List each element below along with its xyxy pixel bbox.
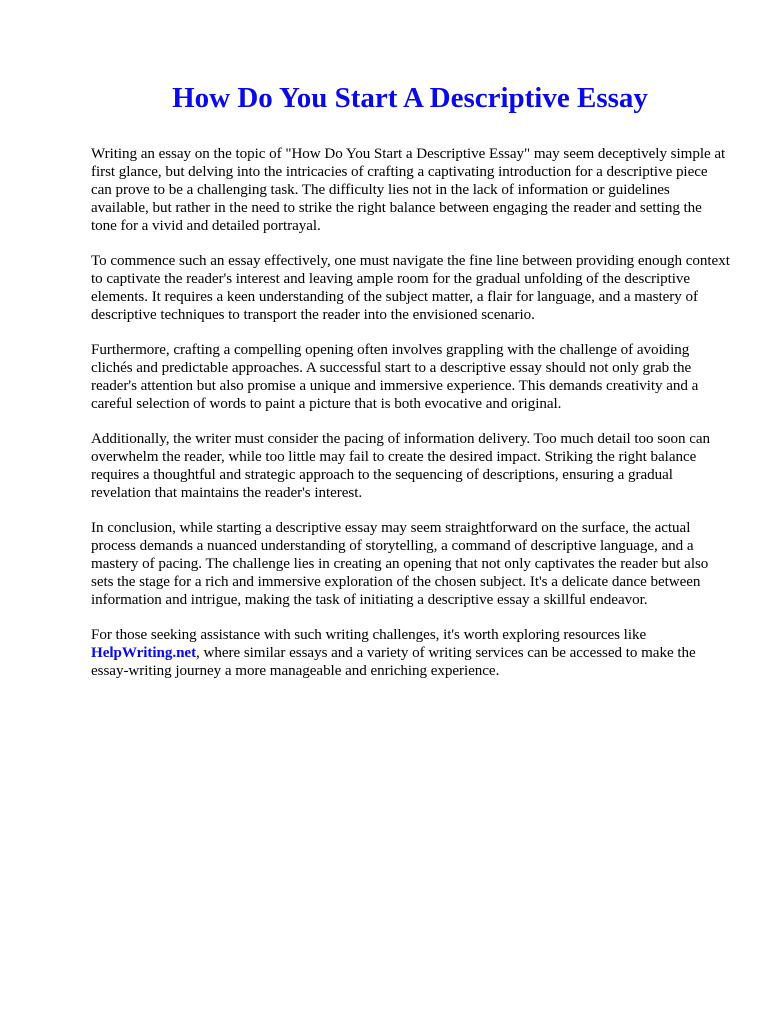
paragraph-1: Writing an essay on the topic of "How Do You Start a Descriptive Essay" may seem deceptively simple at first glance, but delving into the intricacies of crafting a captivating introduction for a descriptive piece can prove to be a challenging task. The difficulty lies not in the lack of information or guidelines available, but rather in the need to strike the right balance between engaging the reader and setting the tone for a vivid and detailed portrayal. xyxy=(91,146,726,234)
document-title: How Do You Start A Descriptive Essay xyxy=(172,82,648,114)
paragraph-4: Additionally, the writer must consider the pacing of information delivery. Too much detail too soon can overwhelm the reader, while too little may fail to create the desired impact. Striking the right balance requires a thoughtful and strategic approach to the sequencing of descriptions, ensuring a gradual revelation that maintains the reader's interest. xyxy=(91,431,711,501)
paragraph-2: To commence such an essay effectively, one must navigate the fine line between providing enough context to captivate the reader's interest and leaving ample room for the gradual unfolding of the descriptive elements. It requires a keen understanding of the subject matter, a flair for language, and a mastery of descriptive techniques to transport the reader into the envisioned scenario. xyxy=(91,253,730,323)
paragraph-6-text-after-link: , where similar essays and a variety of writing services can be accessed to make the essay-writing journey a more manageable and enriching experience. xyxy=(91,645,696,679)
paragraph-3: Furthermore, crafting a compelling opening often involves grappling with the challenge of avoiding clichés and predictable approaches. A successful start to a descriptive essay should not only grab the reader's attention but also promise a unique and immersive experience. This demands creativity and a careful selection of words to paint a picture that is both evocative and original. xyxy=(91,342,699,412)
document-body xyxy=(91,145,731,697)
paragraph-5: In conclusion, while starting a descriptive essay may seem straightforward on the surface, the actual process demands a nuanced understanding of storytelling, a command of descriptive language, and a mastery of pacing. The challenge lies in creating an opening that not only captivates the reader but also sets the stage for a rich and immersive exploration of the chosen subject. It's a delicate dance between information and intrigue, making the task of initiating a descriptive essay a skillful endeavor. xyxy=(91,520,709,608)
helpwriting-link[interactable]: HelpWriting.net xyxy=(91,645,197,661)
paragraph-6-text-before-link: For those seeking assistance with such writing challenges, it's worth exploring resources like xyxy=(91,627,647,643)
paragraph-6 xyxy=(91,626,731,680)
